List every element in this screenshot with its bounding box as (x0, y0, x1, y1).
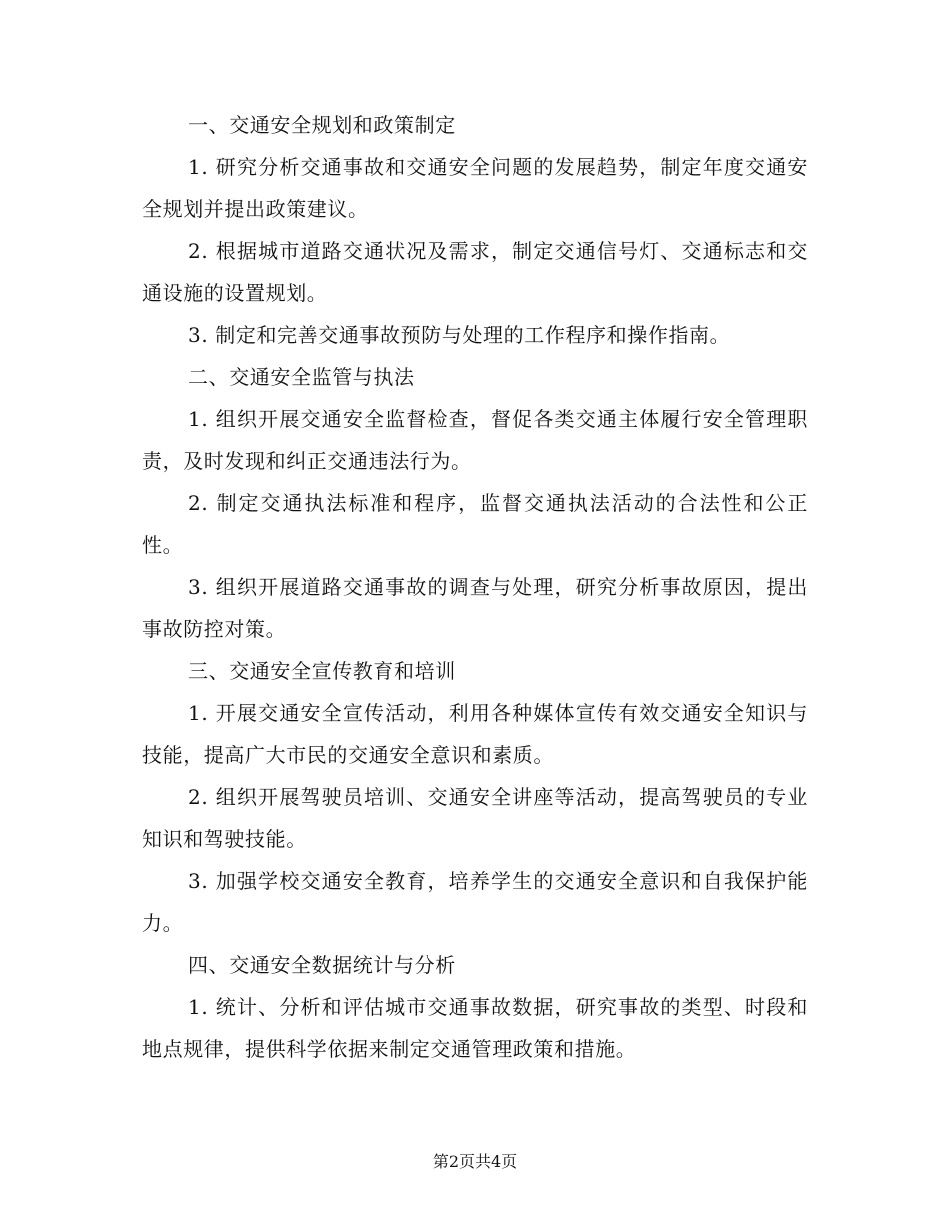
paragraph-4-1: 1. 统计、分析和评估城市交通事故数据，研究事故的类型、时段和地点规律，提供科学依据来制定交通管理政策和措施。 (142, 995, 808, 1061)
paragraph-2-2: 2. 制定交通执法标准和程序，监督交通执法活动的合法性和公正性。 (142, 491, 808, 557)
section-heading-3: 三、交通安全宣传教育和培训 (188, 659, 456, 683)
paragraph-1-3: 3. 制定和完善交通事故预防与处理的工作程序和操作指南。 (188, 323, 731, 347)
section-heading-4: 四、交通安全数据统计与分析 (188, 953, 456, 977)
section-heading-2: 二、交通安全监管与执法 (188, 365, 415, 389)
paragraph-1-1: 1. 研究分析交通事故和交通安全问题的发展趋势，制定年度交通安全规划并提出政策建议。 (142, 155, 808, 221)
paragraph-1-2: 2. 根据城市道路交通状况及需求，制定交通信号灯、交通标志和交通设施的设置规划。 (142, 239, 808, 305)
paragraph-2-1: 1. 组织开展交通安全监督检查，督促各类交通主体履行安全管理职责，及时发现和纠正交通违法行为。 (142, 407, 808, 473)
section-heading-1: 一、交通安全规划和政策制定 (188, 113, 456, 137)
document-body (142, 104, 808, 1070)
paragraph-3-1: 1. 开展交通安全宣传活动，利用各种媒体宣传有效交通安全知识与技能，提高广大市民的交通安全意识和素质。 (142, 701, 808, 767)
paragraph-3-2: 2. 组织开展驾驶员培训、交通安全讲座等活动，提高驾驶员的专业知识和驾驶技能。 (142, 785, 808, 851)
paragraph-3-3: 3. 加强学校交通安全教育，培养学生的交通安全意识和自我保护能力。 (142, 869, 808, 935)
paragraph-2-3: 3. 组织开展道路交通事故的调查与处理，研究分析事故原因，提出事故防控对策。 (142, 575, 808, 641)
page-number: 第2页共4页 (432, 1152, 518, 1171)
